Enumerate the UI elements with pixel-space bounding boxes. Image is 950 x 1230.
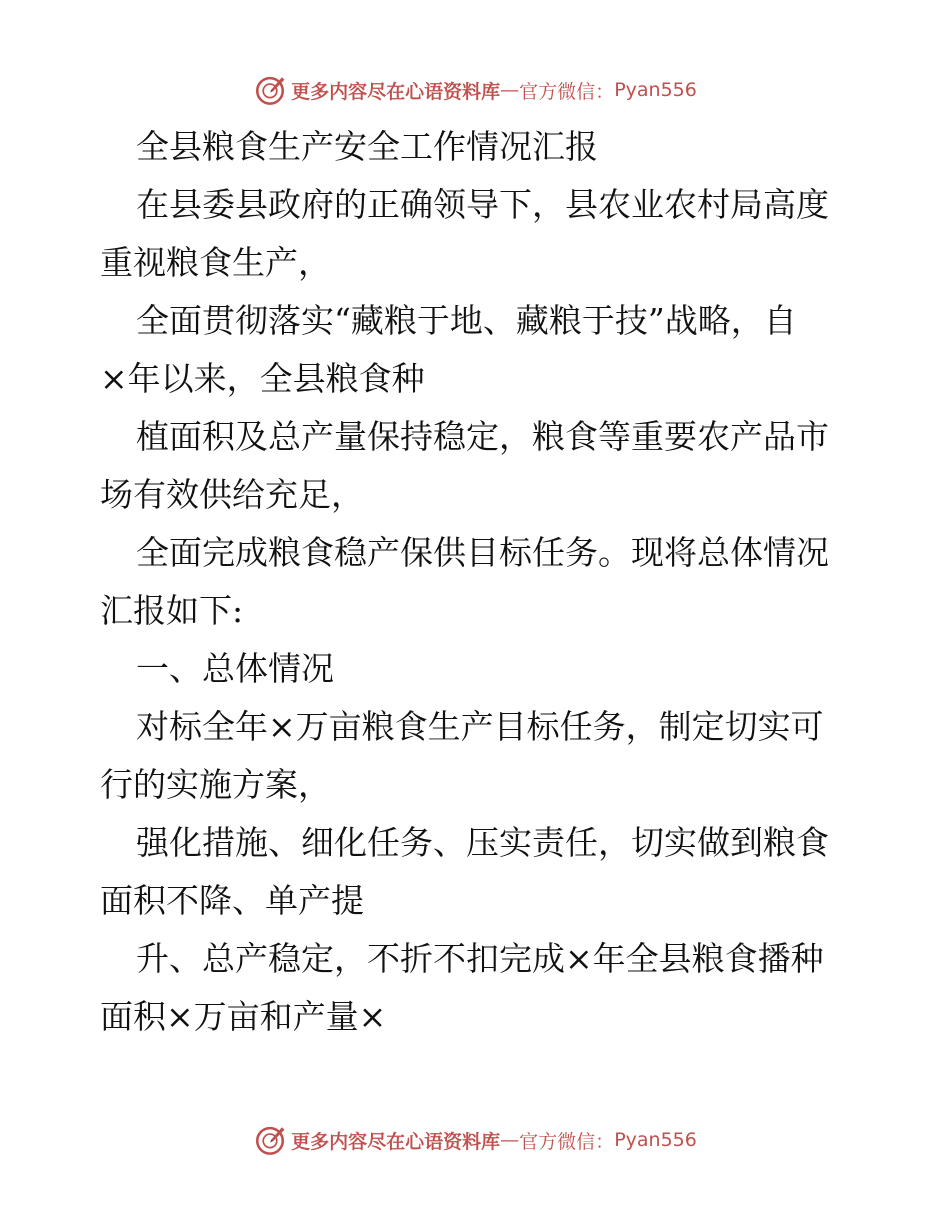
document-line: 对标全年×万亩粮食生产目标任务，制定切实可	[136, 707, 824, 746]
document-line: 场有效供给充足，	[100, 475, 364, 514]
document-line: 在县委县政府的正确领导下，县农业农村局高度	[136, 185, 829, 224]
document-line: 植面积及总产量保持稳定，粮食等重要农产品市	[136, 417, 829, 456]
document-line: 面积不降、单产提	[100, 881, 364, 920]
document-line: 行的实施方案，	[100, 765, 331, 804]
document-line: 全面贯彻落实“藏粮于地、藏粮于技”战略，自	[136, 301, 797, 340]
banner-separator: —	[500, 1129, 520, 1151]
banner-sub-text: 官方微信：	[519, 1130, 615, 1153]
banner-wechat-id: Pyan556	[614, 1129, 697, 1151]
document-line: 强化措施、细化任务、压实责任，切实做到粮食	[136, 823, 829, 862]
document-body	[100, 118, 852, 1046]
pen-circle-logo-icon	[253, 73, 287, 107]
document-line: 重视粮食生产，	[100, 243, 331, 282]
document-line: 汇报如下:	[100, 591, 244, 630]
banner-sub-text: 官方微信：	[519, 80, 615, 103]
document-line: 一、总体情况	[136, 649, 334, 688]
document-line: 升、总产稳定，不折不扣完成×年全县粮食播种	[136, 939, 824, 978]
banner-main-text: 更多内容尽在心语资料库	[291, 1130, 501, 1153]
header-banner	[0, 70, 950, 110]
banner-main-text: 更多内容尽在心语资料库	[291, 80, 501, 103]
pen-circle-logo-icon	[253, 1123, 287, 1157]
document-line: 面积×万亩和产量×	[100, 997, 387, 1036]
document-line: ×年以来，全县粮食种	[100, 359, 425, 398]
banner-wechat-id: Pyan556	[614, 79, 697, 101]
document-line: 全县粮食生产安全工作情况汇报	[136, 127, 598, 166]
banner-separator: —	[500, 79, 520, 101]
document-line: 全面完成粮食稳产保供目标任务。现将总体情况	[136, 533, 829, 572]
footer-banner	[0, 1120, 950, 1160]
